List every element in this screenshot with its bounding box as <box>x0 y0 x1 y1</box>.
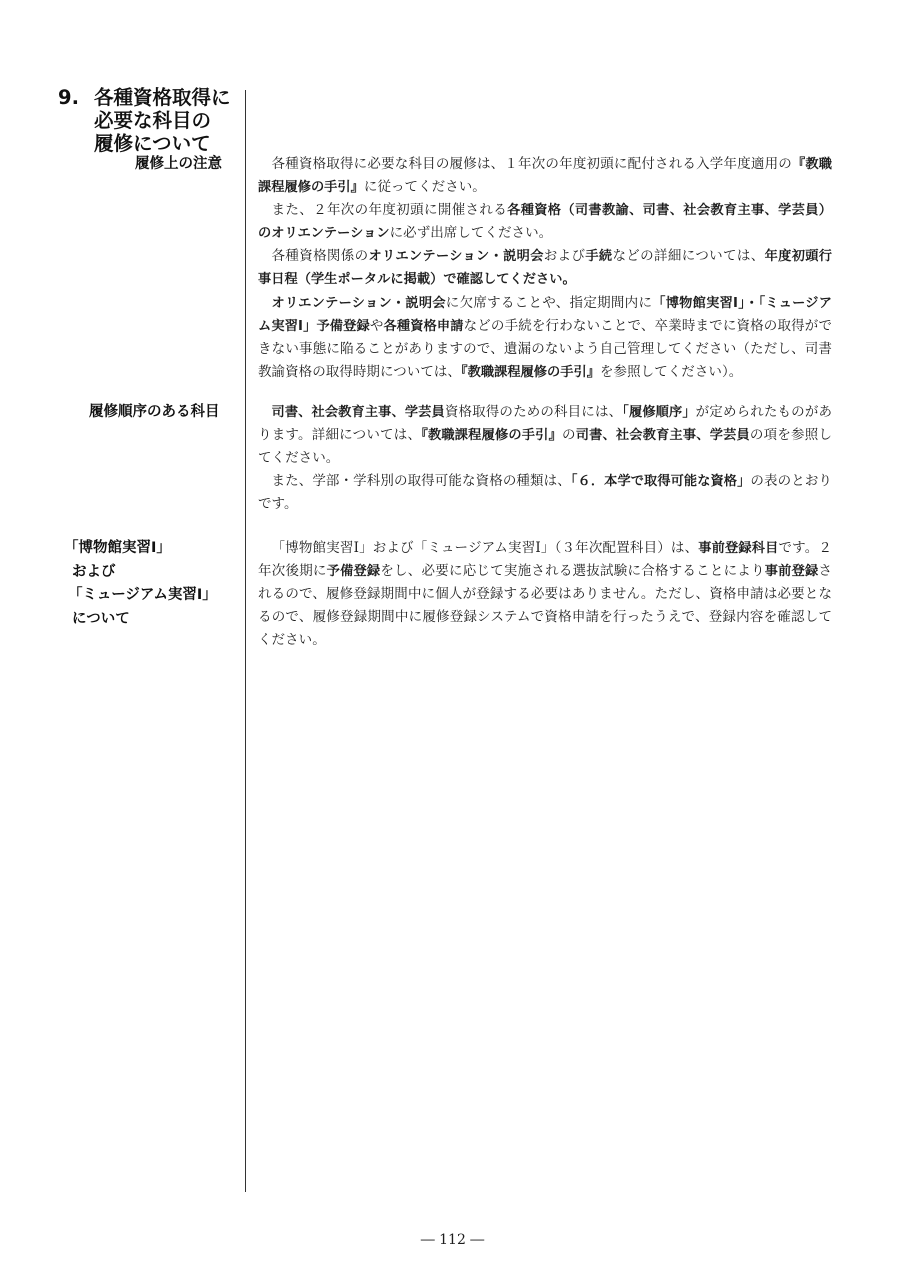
orientation-emphasis: 各種資格（司書教諭、司書、社会教育主事、学芸員）のオリエンテーション <box>258 203 832 242</box>
side-label-museum-line-4: について <box>72 610 130 627</box>
order-paragraph-2: また、学部・学科別の取得可能な資格の種類は、「６．本学で取得可能な資格」の表のとおりです。 <box>258 473 832 513</box>
handbook-reference: 『教職課程履修の手引』 <box>258 157 832 196</box>
museum-paragraph-1: 「博物館実習Ⅰ」および「ミュージアム実習Ⅰ」（３年次配置科目）は、事前登録科目です。２年次後期に予備登録をし、必要に応じて実施される選抜試験に合格することにより事前登録されるので、履修登録期間中に個人が登録する必要はありません。ただし、資格申請は必要となるので、履修登録期間中に履修登録システムで資格申請を行ったうえで、登録内容を確認してください。 <box>258 540 832 649</box>
schedule-emphasis: 年度初頭行事日程（学生ポータルに掲載）で確認してください。 <box>258 249 833 288</box>
notes-paragraph-3: 各種資格関係のオリエンテーション・説明会および手続などの詳細については、年度初頭行事日程（学生ポータルに掲載）で確認してください。 <box>258 248 833 288</box>
page-number: ― 112 ― <box>420 1232 485 1248</box>
side-label-order: 履修順序のある科目 <box>89 404 220 420</box>
section-title-line-1: 各種資格取得に <box>94 86 231 109</box>
notes-paragraph-2: また、２年次の年度初頭に開催される各種資格（司書教諭、司書、社会教育主事、学芸員）のオリエンテーションに必ず出席してください。 <box>258 202 832 242</box>
side-label-museum-line-1: 「博物館実習Ⅰ」 <box>64 540 171 556</box>
order-paragraph-1: 司書、社会教育主事、学芸員資格取得のための科目には、「履修順序」が定められたものがあります。詳細については、『教職課程履修の手引』の司書、社会教育主事、学芸員の項を参照してください。 <box>258 404 833 467</box>
museum-body <box>258 537 832 652</box>
order-body <box>258 401 832 516</box>
side-label-notes: 履修上の注意 <box>135 156 222 172</box>
section-title-line-2: 必要な科目の <box>94 109 212 132</box>
notes-paragraph-1: 各種資格取得に必要な科目の履修は、１年次の年度初頭に配付される入学年度適用の『教職課程履修の手引』に従ってください。 <box>258 156 832 196</box>
side-label-museum <box>64 537 217 631</box>
notes-body <box>258 153 832 384</box>
side-label-museum-line-2: および <box>72 563 116 580</box>
notes-paragraph-4: オリエンテーション・説明会に欠席することや、指定期間内に「博物館実習Ⅰ」・「ミュージアム実習Ⅰ」予備登録や各種資格申請などの手続を行わないことで、卒業時までに資格の取得ができない事態に陥ることがありますので、遺漏のないよう自己管理してください（ただし、司書教諭資格の取得時期については、『教職課程履修の手引』を参照してください）。 <box>258 294 833 380</box>
section-title-line-3: 履修について <box>94 132 211 155</box>
vertical-divider <box>245 90 246 1192</box>
section-number: 9. <box>58 86 79 109</box>
section-heading <box>58 86 231 155</box>
side-label-museum-line-3: 「ミュージアム実習Ⅰ」 <box>68 587 217 603</box>
